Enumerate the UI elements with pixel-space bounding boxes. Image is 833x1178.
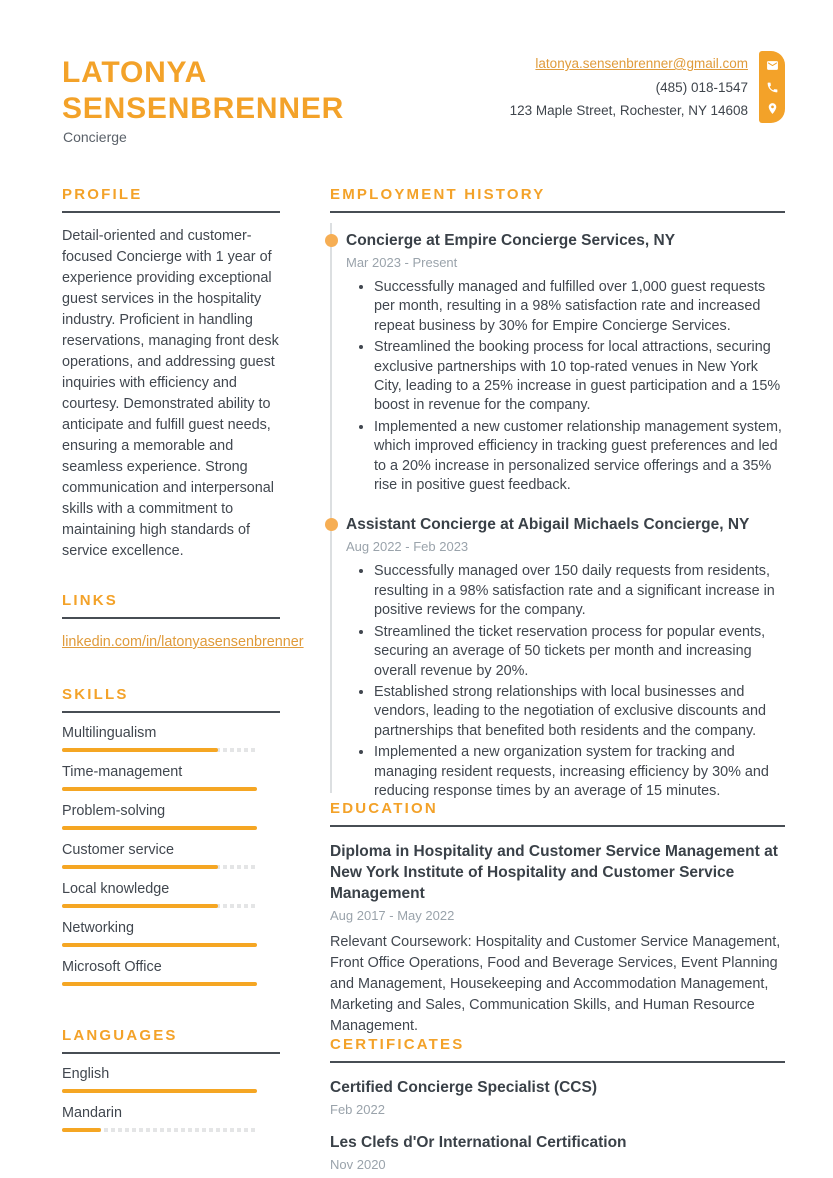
languages-heading: LANGUAGES bbox=[62, 1027, 280, 1054]
phone-icon bbox=[766, 81, 779, 94]
job-title: Assistant Concierge at Abigail Michaels Concierge, NY bbox=[346, 514, 785, 535]
job-bullet: • Implemented a new organization system for tracking and managing resident requests, increasing efficiency by 30% and reducing response times by an average of 15 minutes. bbox=[374, 743, 785, 801]
job-bullet: • Streamlined the booking process for local attractions, securing exclusive partnerships with 10 top-rated venues in New York City, leading to a 25% increase in guest participation and a 15% boost in revenue for the company. bbox=[374, 338, 785, 416]
language-item bbox=[62, 1065, 280, 1093]
language-label: Mandarin bbox=[62, 1105, 122, 1121]
skill-bar-track bbox=[62, 748, 257, 752]
section-certificates bbox=[330, 1036, 785, 1173]
contact-icon-rail bbox=[759, 51, 785, 123]
skill-bar-track bbox=[62, 865, 257, 869]
linkedin-link[interactable]: linkedin.com/in/latonyasensenbrenner bbox=[62, 634, 304, 650]
skill-item bbox=[62, 919, 280, 947]
candidate-name bbox=[62, 55, 344, 127]
job-dates: Aug 2022 - Feb 2023 bbox=[346, 539, 469, 555]
skill-item bbox=[62, 802, 280, 830]
skill-bar-track bbox=[62, 943, 257, 947]
section-languages bbox=[62, 1027, 280, 1132]
section-links bbox=[62, 592, 304, 651]
skill-label: Customer service bbox=[62, 842, 174, 858]
skill-bar-track bbox=[62, 904, 257, 908]
contact-block bbox=[510, 52, 748, 123]
section-education bbox=[330, 800, 785, 1037]
location-icon bbox=[766, 102, 779, 115]
skill-bar-fill bbox=[62, 904, 218, 908]
skill-bar-fill bbox=[62, 826, 257, 830]
skill-item bbox=[62, 958, 280, 986]
language-label: English bbox=[62, 1066, 110, 1082]
skill-bar-track bbox=[62, 826, 257, 830]
profile-heading: PROFILE bbox=[62, 186, 280, 213]
section-skills bbox=[62, 686, 280, 986]
education-dates: Aug 2017 - May 2022 bbox=[330, 908, 455, 923]
contact-address: 123 Maple Street, Rochester, NY 14608 bbox=[509, 103, 748, 118]
candidate-role: Concierge bbox=[63, 129, 127, 145]
skill-label: Time-management bbox=[62, 764, 183, 780]
section-profile bbox=[62, 186, 280, 562]
email-icon bbox=[766, 59, 779, 72]
job-dates: Mar 2023 - Present bbox=[346, 255, 458, 270]
language-bar-track bbox=[62, 1128, 257, 1132]
job-bullet-list bbox=[346, 278, 785, 495]
language-bar-fill bbox=[62, 1128, 101, 1132]
contact-phone: (485) 018-1547 bbox=[655, 79, 748, 95]
education-title: Diploma in Hospitality and Customer Service Management at New York Institute of Hospitality and Customer Service Management bbox=[330, 843, 778, 902]
language-bar-fill bbox=[62, 1089, 257, 1093]
skills-list bbox=[62, 724, 280, 986]
certificate-dates: Feb 2022 bbox=[330, 1102, 385, 1117]
links-heading: LINKS bbox=[62, 592, 280, 619]
employment-heading: EMPLOYMENT HISTORY bbox=[330, 186, 785, 213]
contact-email-row bbox=[510, 52, 748, 76]
language-item bbox=[62, 1104, 280, 1132]
skill-label: Networking bbox=[62, 920, 134, 936]
education-list bbox=[330, 841, 785, 1037]
languages-list bbox=[62, 1065, 280, 1132]
contact-email-link[interactable]: latonya.sensenbrenner@gmail.com bbox=[535, 56, 748, 71]
certificates-list bbox=[330, 1077, 785, 1173]
skill-bar-fill bbox=[62, 787, 257, 791]
job-bullet: • Established strong relationships with local businesses and vendors, leading to the negotiation of exclusive discounts and partnerships that benefited both residents and the company. bbox=[374, 683, 785, 741]
education-description: Relevant Coursework: Hospitality and Customer Service Management, Front Office Operations, Food and Beverage Services, Event Planning and Management, Housekeeping and Accommodation Management, Marketing and Sales, Communication Skills, and Human Resource Management. bbox=[330, 934, 781, 1034]
skill-item bbox=[62, 841, 280, 869]
employment-timeline bbox=[330, 217, 785, 801]
skill-bar-fill bbox=[62, 748, 218, 752]
job-title: Concierge at Empire Concierge Services, NY bbox=[346, 230, 785, 251]
certificate-entry bbox=[330, 1077, 785, 1118]
certificate-title: Certified Concierge Specialist (CCS) bbox=[330, 1079, 598, 1096]
skill-label: Multilingualism bbox=[62, 725, 157, 741]
skill-bar-fill bbox=[62, 943, 257, 947]
skill-item bbox=[62, 724, 280, 752]
profile-text: Detail-oriented and customer-focused Concierge with 1 year of experience providing exceptional guest services in the hospitality industry. Proficient in handling reservations, managing front desk operations, and addressing guest inquiries with efficiency and courtesy. Demonstrated ability to anticipate and fulfill guest needs, ensuring a memorable and seamless experience. Strong communication and interpersonal skills with a commitment to maintaining high standards of service excellence. bbox=[62, 228, 279, 559]
candidate-name-line2: SENSENBRENNER bbox=[62, 92, 345, 125]
candidate-name-line1: LATONYA bbox=[62, 56, 208, 89]
skill-label: Microsoft Office bbox=[62, 959, 162, 975]
job-entry bbox=[346, 217, 785, 495]
certificate-dates: Nov 2020 bbox=[330, 1157, 386, 1172]
skill-bar-track bbox=[62, 787, 257, 791]
skill-bar-track bbox=[62, 982, 257, 986]
skill-item bbox=[62, 763, 280, 791]
language-bar-track bbox=[62, 1089, 257, 1093]
certificates-heading: CERTIFICATES bbox=[330, 1036, 785, 1063]
job-bullet: • Implemented a new customer relationship management system, which improved efficiency in tracking guest preferences and led to a 20% increase in personalized service offerings and a 35% rise in positive guest feedback. bbox=[374, 418, 785, 496]
skills-heading: SKILLS bbox=[62, 686, 280, 713]
job-entry bbox=[346, 501, 785, 801]
job-bullet-list bbox=[346, 562, 785, 801]
certificate-title: Les Clefs d'Or International Certification bbox=[330, 1134, 627, 1151]
job-bullet: • Successfully managed and fulfilled over 1,000 guest requests per month, resulting in a 98% satisfaction rate and increased repeat business by 30% for Empire Concierge Services. bbox=[374, 278, 785, 336]
skill-bar-fill bbox=[62, 982, 257, 986]
job-bullet: • Streamlined the ticket reservation process for popular events, securing an average of 50 tickets per month and increasing overall revenue by 20%. bbox=[374, 623, 785, 681]
skill-label: Local knowledge bbox=[62, 881, 170, 897]
skill-item bbox=[62, 880, 280, 908]
skill-label: Problem-solving bbox=[62, 803, 166, 819]
certificate-entry bbox=[330, 1132, 785, 1173]
education-entry bbox=[330, 841, 785, 1037]
skill-bar-fill bbox=[62, 865, 218, 869]
job-bullet: • Successfully managed over 150 daily requests from residents, resulting in a 98% satisfaction rate and a significant increase in positive reviews for the company. bbox=[374, 562, 785, 620]
education-heading: EDUCATION bbox=[330, 800, 785, 827]
section-employment-history bbox=[330, 186, 785, 807]
